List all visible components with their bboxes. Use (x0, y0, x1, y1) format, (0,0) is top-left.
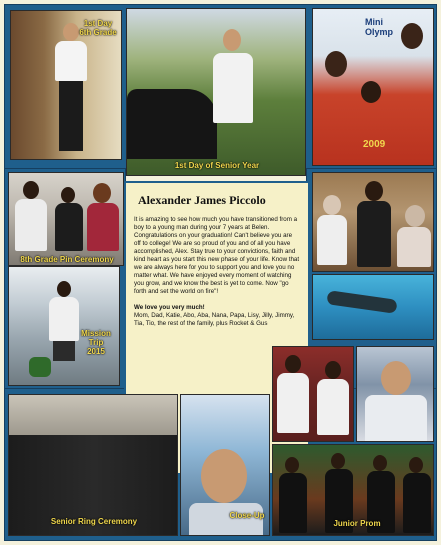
man-shirt (15, 199, 47, 251)
boy-head-4 (409, 457, 423, 473)
love-heading: We love you very much! (134, 304, 205, 311)
photo-mini-olympics (312, 8, 434, 166)
boy-head-3 (373, 455, 387, 471)
photo-close-up (180, 394, 270, 536)
graduate-name: Alexander James Piccolo (138, 193, 266, 207)
boy-head (381, 361, 411, 395)
caption-junior-prom: Junior Prom (333, 519, 381, 528)
caption-pin-ceremony: 8th Grade Pin Ceremony (20, 255, 114, 264)
senior-shirt (213, 53, 253, 123)
caption-first-day-senior: 1st Day of Senior Year (174, 161, 260, 170)
woman-head (325, 51, 347, 77)
photo-first-day-senior-year (126, 8, 306, 176)
shirt-text: 2009 (363, 139, 386, 150)
boy-pants (59, 81, 83, 151)
boy-head-1 (285, 355, 301, 373)
woman-top (87, 203, 119, 251)
boy-head (361, 81, 381, 103)
photo-belen-shirt (356, 346, 434, 442)
boy-suit-1 (279, 473, 307, 533)
boy-shorts (53, 341, 75, 361)
photo-grandparents (312, 172, 434, 272)
swimmer (326, 290, 397, 314)
senior-head (223, 29, 241, 51)
caption-first-day-6th: 1st Day 6th Grade (79, 19, 117, 37)
letter-message: It is amazing to see how much you have transitioned from a boy to a young man during your 7 years at Belen. Congratulations on your graduation! Can't believe you are off to college! We are so proud of you and of all you have accomplished, Alex. Stay true to your convictions, faith and kind heart as you start this new phase of your life. Know that we are always here for you to support you and love you no matter what. We have enjoyed every moment of watching you grow, and we know the best is yet to come. Now "go forth and set the world on fire"! (134, 216, 300, 295)
grandpa-head (323, 195, 341, 215)
caption-senior-ring: Senior Ring Ceremony (50, 517, 138, 526)
grandma-head (405, 205, 425, 227)
boy-shirt (365, 395, 427, 442)
boy-head (365, 181, 383, 201)
boy-head-2 (325, 361, 341, 379)
sign-text: Mini Olymp (365, 17, 394, 37)
boy-head-1 (285, 457, 299, 473)
boy-head-2 (331, 453, 345, 469)
photo-mission-trip (8, 266, 120, 386)
caption-close-up: Close-Up (229, 511, 265, 520)
photo-underwater (312, 274, 434, 340)
woman-head (93, 183, 111, 203)
photo-8th-grade-pin-ceremony (8, 172, 124, 266)
grandpa-shirt (317, 215, 347, 265)
boy-head (201, 449, 247, 503)
photo-first-day-6th-grade (10, 10, 122, 160)
caption-mission-trip: Mission Trip 2015 (81, 329, 111, 356)
boy-shirt (55, 41, 87, 81)
man-head (401, 23, 423, 49)
boy-shirt-2 (317, 379, 349, 435)
photo-award (272, 346, 354, 442)
backpack (29, 357, 51, 377)
car-shape (127, 89, 217, 159)
grandma-top (397, 227, 431, 267)
boy-head (57, 281, 71, 297)
boy-blazer (357, 201, 391, 267)
boy-suit-4 (403, 473, 431, 533)
letter-closing (134, 304, 300, 328)
boy-head (61, 187, 75, 203)
man-head (23, 181, 39, 199)
boy-blazer (55, 203, 83, 251)
boy-shirt-1 (277, 373, 309, 433)
signatures: Mom, Dad, Katie, Abo, Aba, Nana, Papa, Lisy, Jilly, Jimmy, Tia, Tio, the rest of the family, plus Rocket & Gus (134, 312, 295, 327)
photo-senior-ring-ceremony (8, 394, 178, 536)
photo-junior-prom (272, 444, 434, 536)
